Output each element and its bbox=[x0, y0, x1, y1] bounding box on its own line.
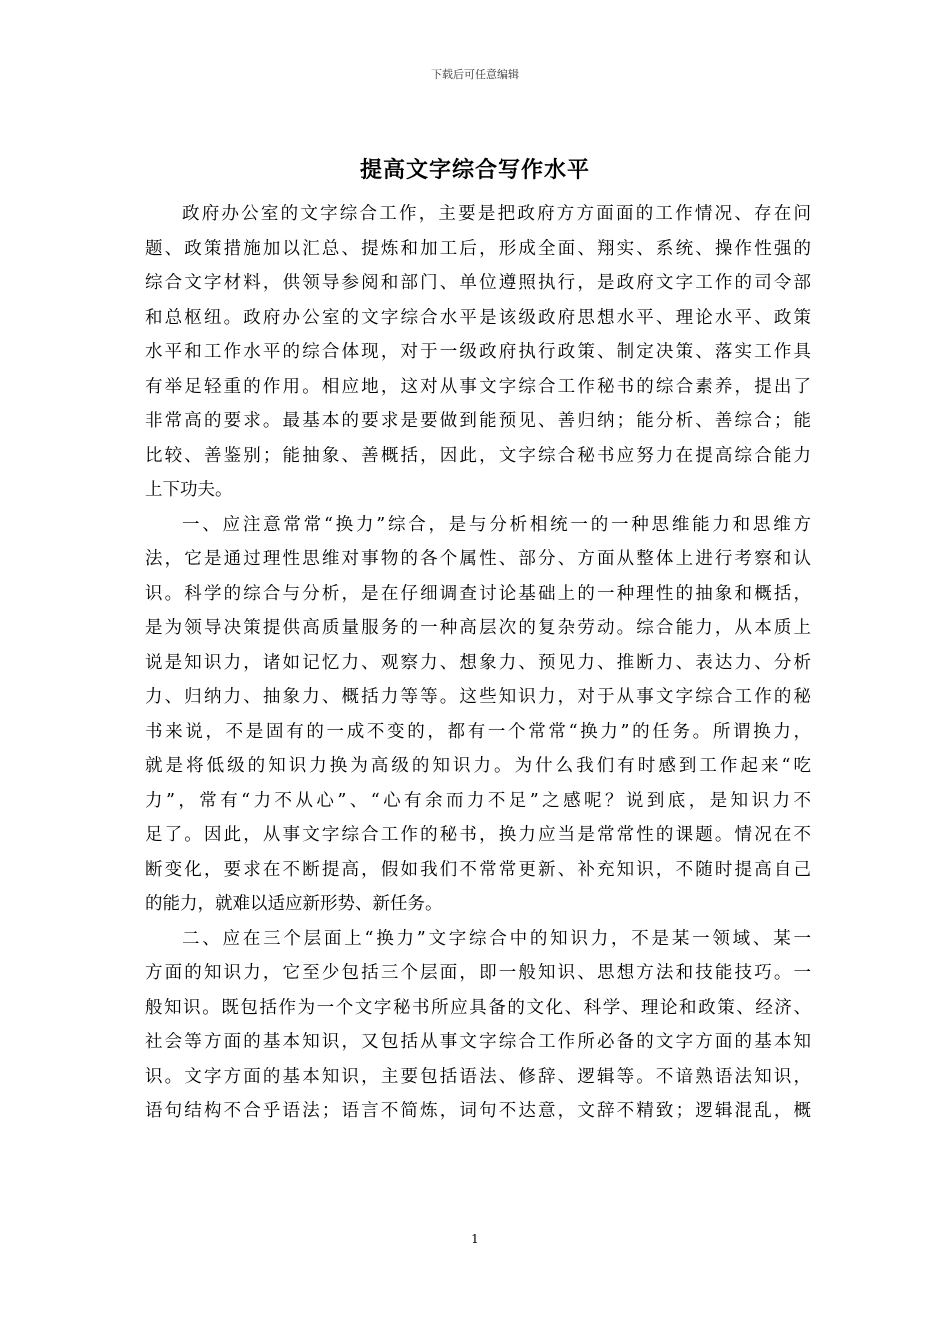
page-header: 下载后可任意编辑 bbox=[431, 68, 519, 81]
paragraph-line: 上下功夫。 bbox=[145, 480, 233, 500]
paragraph-line: 般知识。既包括作为一个文字秘书所应具备的文化、科学、理论和政策、经济、 bbox=[145, 997, 811, 1018]
paragraph-line: 有举足轻重的作用。相应地，这对从事文字综合工作秘书的综合素养，提出了 bbox=[145, 376, 811, 397]
paragraph-line: 是为领导决策提供高质量服务的一种高层次的复杂劳动。综合能力，从本质上 bbox=[145, 618, 811, 638]
paragraph-line: 二、应在三个层面上“换力”文字综合中的知识力，不是某一领域、某一 bbox=[182, 928, 811, 949]
paragraph-line: 就是将低级的知识力换为高级的知识力。为什么我们有时感到工作起来“吃 bbox=[145, 756, 811, 776]
paragraph-line: 综合文字材料，供领导参阅和部门、单位遵照执行，是政府文字工作的司令部 bbox=[145, 273, 811, 293]
paragraph-line: 社会等方面的基本知识，又包括从事文字综合工作所必备的文字方面的基本知 bbox=[145, 1032, 811, 1052]
document-body bbox=[145, 197, 811, 1129]
paragraph-line: 法，它是通过理性思维对事物的各个属性、部分、方面从整体上进行考察和认 bbox=[145, 549, 811, 569]
paragraph-line: 识。文字方面的基本知识，主要包括语法、修辞、逻辑等。不谙熟语法知识， bbox=[145, 1066, 811, 1087]
paragraph-line: 的能力，就难以适应新形势、新任务。 bbox=[145, 894, 443, 914]
paragraph-line: 题、政策措施加以汇总、提炼和加工后，形成全面、翔实、系统、操作性强的 bbox=[145, 238, 811, 259]
paragraph-line: 识。科学的综合与分析，是在仔细调查讨论基础上的一种理性的抽象和概括， bbox=[145, 583, 811, 604]
paragraph-line: 政府办公室的文字综合工作，主要是把政府方方面面的工作情况、存在问 bbox=[182, 204, 811, 224]
paragraph bbox=[145, 197, 811, 508]
document-title: 提高文字综合写作水平 bbox=[359, 158, 590, 183]
paragraph-line: 力、归纳力、抽象力、概括力等等。这些知识力，对于从事文字综合工作的秘 bbox=[145, 687, 811, 707]
paragraph-line: 力”，常有“力不从心”、“心有余而力不足”之感呢？说到底，是知识力不 bbox=[145, 790, 811, 811]
paragraph-line: 一、应注意常常“换力”综合，是与分析相统一的一种思维能力和思维方 bbox=[182, 514, 811, 535]
paragraph-line: 断变化，要求在不断提高，假如我们不常常更新、补充知识，不随时提高自己 bbox=[145, 859, 811, 880]
paragraph-line: 水平和工作水平的综合体现，对于一级政府执行政策、制定决策、落实工作具 bbox=[145, 342, 811, 362]
paragraph-line: 和总枢纽。政府办公室的文字综合水平是该级政府思想水平、理论水平、政策 bbox=[145, 307, 811, 328]
paragraph-line: 语句结构不合乎语法；语言不简炼，词句不达意，文辞不精致；逻辑混乱，概 bbox=[145, 1101, 811, 1121]
paragraph-line: 比较、善鉴别；能抽象、善概括，因此，文字综合秘书应努力在提高综合能力 bbox=[145, 445, 811, 466]
paragraph-line: 方面的知识力，它至少包括三个层面，即一般知识、思想方法和技能技巧。一 bbox=[145, 963, 811, 983]
paragraph bbox=[145, 508, 811, 922]
paragraph-line: 说是知识力，诸如记忆力、观察力、想象力、预见力、推断力、表达力、分析 bbox=[145, 652, 811, 673]
paragraph bbox=[145, 922, 811, 1129]
paragraph-line: 非常高的要求。最基本的要求是要做到能预见、善归纳；能分析、善综合；能 bbox=[145, 411, 811, 431]
page-number: 1 bbox=[471, 1232, 479, 1246]
paragraph-line: 足了。因此，从事文字综合工作的秘书，换力应当是常常性的课题。情况在不 bbox=[145, 825, 811, 845]
paragraph-line: 书来说，不是固有的一成不变的，都有一个常常“换力”的任务。所谓换力， bbox=[145, 721, 811, 742]
